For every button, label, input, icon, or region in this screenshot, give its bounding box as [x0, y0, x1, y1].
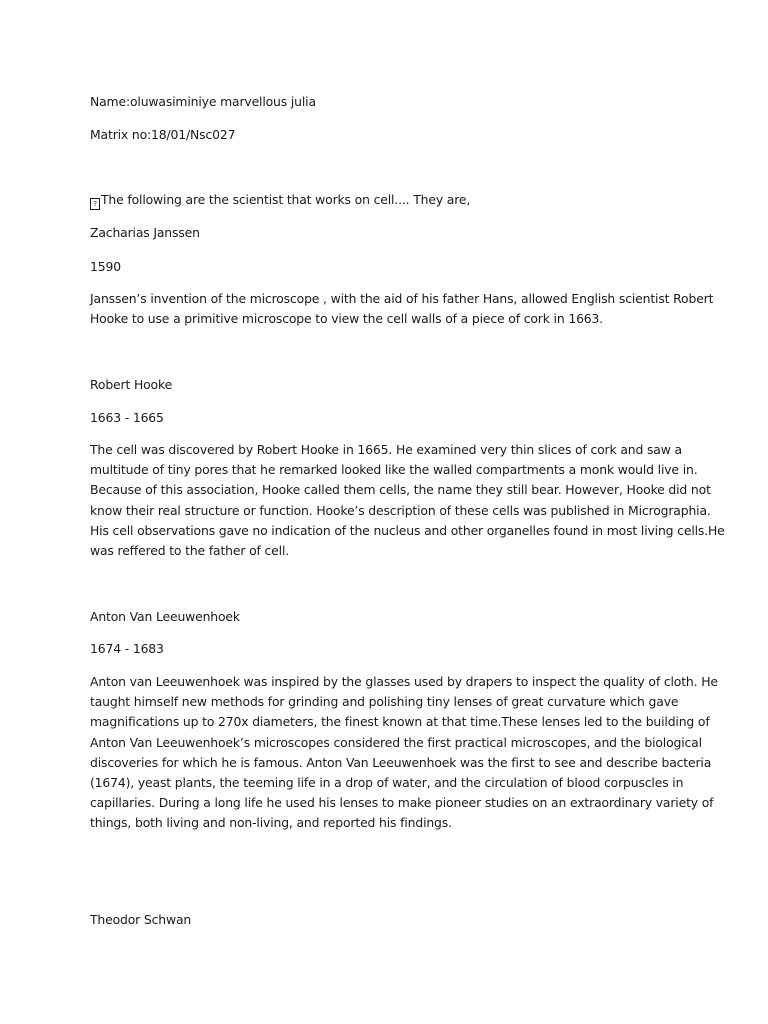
text-line: The cell was discovered by Robert Hooke in 1665. He examined very thin slices of cork and saw a: [90, 442, 682, 457]
text-line: know their real structure or function. Hooke’s description of these cells was published in Micrographia.: [90, 502, 711, 518]
text-line: was reffered to the father of cell.: [90, 543, 290, 559]
text-line: multitude of tiny pores that he remarked looked like the walled compartments a monk would live in.: [90, 462, 698, 478]
text-line: capillaries. During a long life he used his lenses to make pioneer studies on an extraordinary variety of: [90, 795, 714, 811]
missing-glyph-icon: ?: [90, 198, 100, 210]
scientist-description: [90, 672, 718, 834]
matrix-number: Matrix no:18/01/Nsc027: [90, 127, 236, 142]
scientist-name: Zacharias Janssen: [90, 225, 200, 240]
scientist-name: Theodor Schwan: [90, 912, 192, 927]
text-line: His cell observations gave no indication of the nucleus and other organelles found in most living cells.He: [90, 522, 725, 538]
scientist-name: Robert Hooke: [90, 377, 173, 392]
intro-line: [90, 190, 470, 210]
text-line: Janssen’s invention of the microscope , with the aid of his father Hans, allowed English scientist Robert: [90, 291, 714, 306]
scientist-description: [90, 289, 714, 329]
intro-text: The following are the scientist that works on cell.... They are,: [101, 192, 471, 207]
text-line: magnifications up to 270x diameters, the finest known at that time.These lenses led to the building of: [90, 714, 710, 730]
student-name: Name:oluwasiminiye marvellous julia: [90, 94, 316, 109]
text-line: Anton Van Leeuwenhoek’s microscopes considered the first practical microscopes, and the biological: [90, 734, 702, 750]
text-line: discoveries for which he is famous. Anton Van Leeuwenhoek was the first to see and describe bacteria: [90, 754, 712, 770]
text-line: (1674), yeast plants, the teeming life in a drop of water, and the circulation of blood corpuscles in: [90, 775, 684, 791]
scientist-description: [90, 440, 725, 561]
text-line: things, both living and non-living, and reported his findings.: [90, 815, 452, 831]
scientist-years: 1590: [90, 259, 121, 274]
text-line: Because of this association, Hooke called them cells, the name they still bear. However, Hooke did not: [90, 482, 711, 498]
scientist-name: Anton Van Leeuwenhoek: [90, 609, 240, 624]
text-line: Hooke to use a primitive microscope to view the cell walls of a piece of cork in 1663.: [90, 311, 604, 327]
text-line: Anton van Leeuwenhoek was inspired by the glasses used by drapers to inspect the quality of cloth. He: [90, 674, 718, 689]
scientist-years: 1663 - 1665: [90, 410, 164, 425]
text-line: taught himself new methods for grinding and polishing tiny lenses of great curvature which gave: [90, 694, 679, 710]
scientist-years: 1674 - 1683: [90, 641, 164, 656]
